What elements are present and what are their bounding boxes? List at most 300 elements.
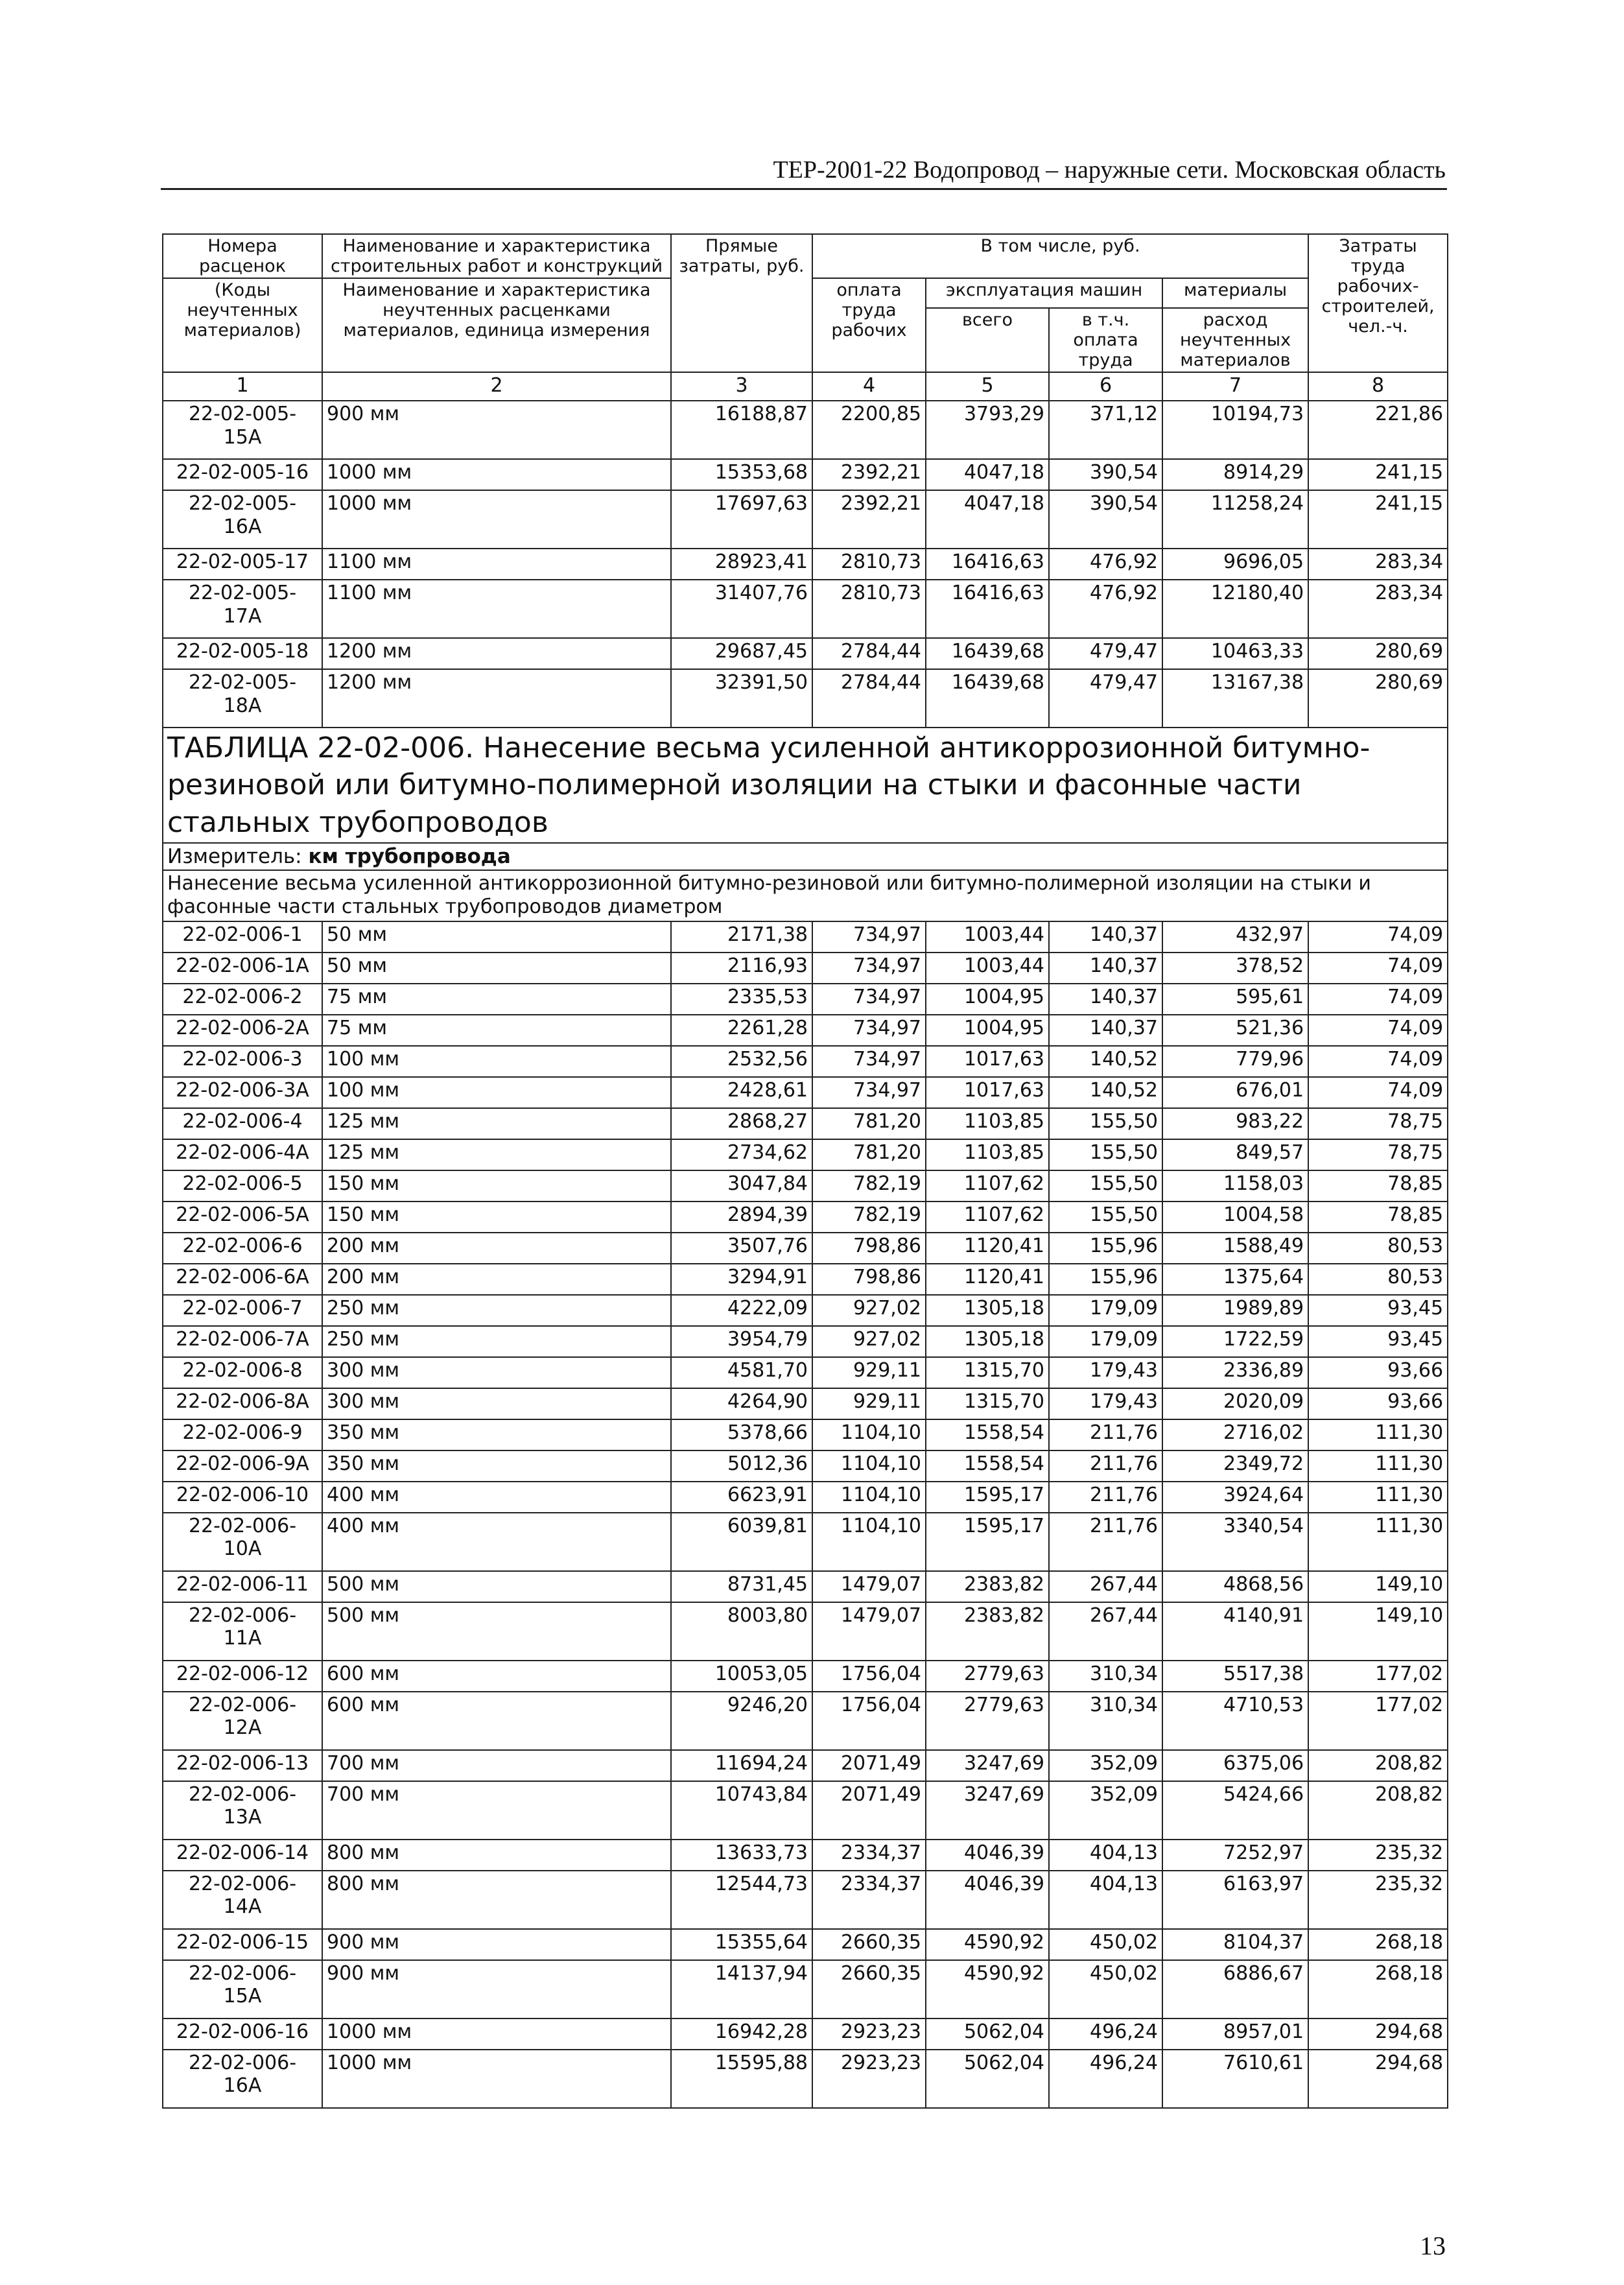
cell-mat: 432,97 bbox=[1162, 921, 1308, 953]
cell-direct: 3294,91 bbox=[671, 1264, 812, 1295]
table-row bbox=[163, 1357, 1448, 1388]
cell-hours: 74,09 bbox=[1308, 953, 1448, 984]
cell-name: 700 мм bbox=[322, 1781, 671, 1840]
cell-name: 125 мм bbox=[322, 1108, 671, 1139]
cell-mat: 4868,56 bbox=[1162, 1571, 1308, 1602]
cell-name: 150 мм bbox=[322, 1202, 671, 1233]
column-number: 6 bbox=[1049, 372, 1162, 401]
cell-direct: 3507,76 bbox=[671, 1233, 812, 1264]
cell-hours: 111,30 bbox=[1308, 1419, 1448, 1450]
cell-direct: 12544,73 bbox=[671, 1871, 812, 1929]
table-row bbox=[163, 2050, 1448, 2108]
cell-name: 100 мм bbox=[322, 1077, 671, 1108]
cell-code: 22-02-005-18 bbox=[163, 638, 322, 669]
cell-name: 1000 мм bbox=[322, 459, 671, 490]
cell-labor: 927,02 bbox=[812, 1326, 926, 1357]
col-labor: оплата труда рабочих bbox=[812, 278, 926, 372]
cell-mat: 6375,06 bbox=[1162, 1750, 1308, 1781]
cell-mat: 10463,33 bbox=[1162, 638, 1308, 669]
cell-code: 22-02-006-9А bbox=[163, 1450, 322, 1482]
cell-labor: 929,11 bbox=[812, 1388, 926, 1419]
cell-direct: 4222,09 bbox=[671, 1295, 812, 1326]
cell-hours: 241,15 bbox=[1308, 490, 1448, 549]
cell-mach: 2383,82 bbox=[926, 1571, 1049, 1602]
col-materials: материалы bbox=[1162, 278, 1308, 308]
cell-direct: 16188,87 bbox=[671, 401, 812, 459]
column-number: 5 bbox=[926, 372, 1049, 401]
cell-mach: 4047,18 bbox=[926, 490, 1049, 549]
cell-hours: 177,02 bbox=[1308, 1692, 1448, 1750]
cell-name: 350 мм bbox=[322, 1450, 671, 1482]
cell-hours: 294,68 bbox=[1308, 2050, 1448, 2108]
cell-labor: 2334,37 bbox=[812, 1840, 926, 1871]
cell-hours: 80,53 bbox=[1308, 1264, 1448, 1295]
col-mach-total: всего bbox=[926, 308, 1049, 372]
table-row bbox=[163, 1482, 1448, 1513]
cell-mach: 1103,85 bbox=[926, 1139, 1049, 1170]
column-number: 7 bbox=[1162, 372, 1308, 401]
header-rule bbox=[161, 188, 1447, 190]
cell-mach-labor: 450,02 bbox=[1049, 1960, 1162, 2019]
cell-mach-labor: 140,37 bbox=[1049, 953, 1162, 984]
cell-mach: 2779,63 bbox=[926, 1692, 1049, 1750]
table-row bbox=[163, 1295, 1448, 1326]
cell-hours: 208,82 bbox=[1308, 1781, 1448, 1840]
column-number: 1 bbox=[163, 372, 322, 401]
table-row bbox=[163, 549, 1448, 580]
cell-name: 1200 мм bbox=[322, 638, 671, 669]
cell-mach-labor: 155,96 bbox=[1049, 1264, 1162, 1295]
table-title-row bbox=[163, 728, 1448, 843]
cell-hours: 74,09 bbox=[1308, 984, 1448, 1015]
cell-labor: 2923,23 bbox=[812, 2050, 926, 2108]
column-number: 4 bbox=[812, 372, 926, 401]
cell-hours: 149,10 bbox=[1308, 1571, 1448, 1602]
cell-mach-labor: 179,09 bbox=[1049, 1295, 1162, 1326]
table-row bbox=[163, 2019, 1448, 2050]
cell-mach-labor: 310,34 bbox=[1049, 1661, 1162, 1692]
cell-labor: 781,20 bbox=[812, 1139, 926, 1170]
page-number: 13 bbox=[1420, 2231, 1446, 2260]
table-row bbox=[163, 1077, 1448, 1108]
cell-direct: 2894,39 bbox=[671, 1202, 812, 1233]
cell-name: 200 мм bbox=[322, 1233, 671, 1264]
table-row bbox=[163, 1929, 1448, 1960]
cell-mach-labor: 140,37 bbox=[1049, 1015, 1162, 1046]
cell-direct: 3047,84 bbox=[671, 1170, 812, 1202]
cell-name: 300 мм bbox=[322, 1357, 671, 1388]
cell-mach: 16439,68 bbox=[926, 638, 1049, 669]
cell-direct: 2532,56 bbox=[671, 1046, 812, 1077]
cell-mat: 12180,40 bbox=[1162, 580, 1308, 638]
cell-name: 75 мм bbox=[322, 984, 671, 1015]
cell-mach: 1315,70 bbox=[926, 1388, 1049, 1419]
cell-name: 100 мм bbox=[322, 1046, 671, 1077]
cell-direct: 17697,63 bbox=[671, 490, 812, 549]
cell-hours: 111,30 bbox=[1308, 1513, 1448, 1571]
cell-mach-labor: 479,47 bbox=[1049, 638, 1162, 669]
cell-labor: 2784,44 bbox=[812, 638, 926, 669]
rates-table bbox=[162, 233, 1448, 2109]
cell-code: 22-02-006- 12А bbox=[163, 1692, 322, 1750]
cell-mach-labor: 496,24 bbox=[1049, 2050, 1162, 2108]
cell-mach-labor: 211,76 bbox=[1049, 1450, 1162, 1482]
cell-name: 900 мм bbox=[322, 1960, 671, 2019]
cell-mat: 4140,91 bbox=[1162, 1602, 1308, 1661]
cell-mach: 5062,04 bbox=[926, 2019, 1049, 2050]
cell-mat: 1722,59 bbox=[1162, 1326, 1308, 1357]
cell-mat: 4710,53 bbox=[1162, 1692, 1308, 1750]
cell-hours: 93,66 bbox=[1308, 1388, 1448, 1419]
cell-hours: 294,68 bbox=[1308, 2019, 1448, 2050]
cell-mat: 2336,89 bbox=[1162, 1357, 1308, 1388]
cell-mach-labor: 404,13 bbox=[1049, 1871, 1162, 1929]
cell-direct: 8731,45 bbox=[671, 1571, 812, 1602]
cell-mat: 9696,05 bbox=[1162, 549, 1308, 580]
cell-code: 22-02-006-13 bbox=[163, 1750, 322, 1781]
cell-hours: 149,10 bbox=[1308, 1602, 1448, 1661]
cell-name: 300 мм bbox=[322, 1388, 671, 1419]
cell-mach-labor: 267,44 bbox=[1049, 1571, 1162, 1602]
cell-hours: 78,75 bbox=[1308, 1139, 1448, 1170]
table-row bbox=[163, 1419, 1448, 1450]
cell-code: 22-02-006-4А bbox=[163, 1139, 322, 1170]
cell-mat: 1588,49 bbox=[1162, 1233, 1308, 1264]
cell-code: 22-02-006-2А bbox=[163, 1015, 322, 1046]
table-row bbox=[163, 1046, 1448, 1077]
cell-direct: 2171,38 bbox=[671, 921, 812, 953]
cell-code: 22-02-006-3 bbox=[163, 1046, 322, 1077]
cell-labor: 734,97 bbox=[812, 984, 926, 1015]
cell-name: 150 мм bbox=[322, 1170, 671, 1202]
cell-code: 22-02-006-15 bbox=[163, 1929, 322, 1960]
cell-code: 22-02-006-8А bbox=[163, 1388, 322, 1419]
cell-name: 50 мм bbox=[322, 953, 671, 984]
cell-direct: 6623,91 bbox=[671, 1482, 812, 1513]
cell-mach: 2383,82 bbox=[926, 1602, 1049, 1661]
cell-mach-labor: 476,92 bbox=[1049, 580, 1162, 638]
cell-code: 22-02-006-11 bbox=[163, 1571, 322, 1602]
cell-direct: 10743,84 bbox=[671, 1781, 812, 1840]
cell-hours: 93,66 bbox=[1308, 1357, 1448, 1388]
cell-code: 22-02-006-1А bbox=[163, 953, 322, 984]
cell-mach-labor: 352,09 bbox=[1049, 1750, 1162, 1781]
col-code-top: Номера расценок bbox=[163, 234, 322, 278]
cell-labor: 782,19 bbox=[812, 1170, 926, 1202]
cell-name: 50 мм bbox=[322, 921, 671, 953]
cell-code: 22-02-006-12 bbox=[163, 1661, 322, 1692]
cell-name: 1200 мм bbox=[322, 669, 671, 728]
cell-mach: 4047,18 bbox=[926, 459, 1049, 490]
cell-code: 22-02-006- 11А bbox=[163, 1602, 322, 1661]
cell-name: 1100 мм bbox=[322, 549, 671, 580]
cell-code: 22-02-006-3А bbox=[163, 1077, 322, 1108]
table-row bbox=[163, 401, 1448, 459]
cell-labor: 1756,04 bbox=[812, 1692, 926, 1750]
cell-labor: 734,97 bbox=[812, 921, 926, 953]
cell-hours: 280,69 bbox=[1308, 638, 1448, 669]
table-row bbox=[163, 1326, 1448, 1357]
unit-row bbox=[163, 843, 1448, 870]
cell-hours: 74,09 bbox=[1308, 921, 1448, 953]
cell-direct: 15595,88 bbox=[671, 2050, 812, 2108]
cell-name: 125 мм bbox=[322, 1139, 671, 1170]
cell-mach: 1017,63 bbox=[926, 1077, 1049, 1108]
cell-mat: 676,01 bbox=[1162, 1077, 1308, 1108]
cell-mat: 7610,61 bbox=[1162, 2050, 1308, 2108]
cell-mat: 8104,37 bbox=[1162, 1929, 1308, 1960]
cell-labor: 782,19 bbox=[812, 1202, 926, 1233]
cell-labor: 2923,23 bbox=[812, 2019, 926, 2050]
cell-labor: 927,02 bbox=[812, 1295, 926, 1326]
cell-direct: 6039,81 bbox=[671, 1513, 812, 1571]
table-row bbox=[163, 953, 1448, 984]
cell-code: 22-02-006-6 bbox=[163, 1233, 322, 1264]
cell-mach-labor: 267,44 bbox=[1049, 1602, 1162, 1661]
cell-name: 800 мм bbox=[322, 1871, 671, 1929]
cell-mach: 4046,39 bbox=[926, 1840, 1049, 1871]
cell-labor: 2071,49 bbox=[812, 1781, 926, 1840]
cell-mach-labor: 476,92 bbox=[1049, 549, 1162, 580]
cell-code: 22-02-006-8 bbox=[163, 1357, 322, 1388]
table-row bbox=[163, 1139, 1448, 1170]
col-code-bottom: (Коды неучтенных материалов) bbox=[163, 278, 322, 372]
cell-direct: 4581,70 bbox=[671, 1357, 812, 1388]
cell-direct: 29687,45 bbox=[671, 638, 812, 669]
cell-mach: 1305,18 bbox=[926, 1326, 1049, 1357]
cell-mach-labor: 390,54 bbox=[1049, 490, 1162, 549]
table-row bbox=[163, 1450, 1448, 1482]
running-header: ТЕР-2001-22 Водопровод – наружные сети. Московская область bbox=[773, 156, 1446, 184]
column-number: 3 bbox=[671, 372, 812, 401]
cell-labor: 2392,21 bbox=[812, 490, 926, 549]
cell-name: 1000 мм bbox=[322, 2050, 671, 2108]
cell-mat: 1989,89 bbox=[1162, 1295, 1308, 1326]
cell-direct: 16942,28 bbox=[671, 2019, 812, 2050]
cell-direct: 3954,79 bbox=[671, 1326, 812, 1357]
cell-direct: 9246,20 bbox=[671, 1692, 812, 1750]
cell-name: 250 мм bbox=[322, 1326, 671, 1357]
table-row bbox=[163, 1233, 1448, 1264]
cell-mach: 16439,68 bbox=[926, 669, 1049, 728]
cell-mat: 10194,73 bbox=[1162, 401, 1308, 459]
table-row bbox=[163, 1015, 1448, 1046]
column-number: 8 bbox=[1308, 372, 1448, 401]
cell-mach: 4590,92 bbox=[926, 1960, 1049, 2019]
cell-mach-labor: 140,37 bbox=[1049, 921, 1162, 953]
cell-direct: 11694,24 bbox=[671, 1750, 812, 1781]
table-row bbox=[163, 580, 1448, 638]
cell-hours: 177,02 bbox=[1308, 1661, 1448, 1692]
cell-mach: 1004,95 bbox=[926, 1015, 1049, 1046]
cell-mat: 983,22 bbox=[1162, 1108, 1308, 1139]
cell-mat: 1158,03 bbox=[1162, 1170, 1308, 1202]
cell-labor: 781,20 bbox=[812, 1108, 926, 1139]
cell-hours: 78,75 bbox=[1308, 1108, 1448, 1139]
cell-hours: 78,85 bbox=[1308, 1170, 1448, 1202]
table-row bbox=[163, 669, 1448, 728]
cell-labor: 2334,37 bbox=[812, 1871, 926, 1929]
cell-direct: 31407,76 bbox=[671, 580, 812, 638]
cell-mat: 5517,38 bbox=[1162, 1661, 1308, 1692]
cell-mach: 1103,85 bbox=[926, 1108, 1049, 1139]
section-row bbox=[163, 870, 1448, 921]
cell-mach-labor: 140,52 bbox=[1049, 1077, 1162, 1108]
cell-mach: 1120,41 bbox=[926, 1233, 1049, 1264]
cell-direct: 2335,53 bbox=[671, 984, 812, 1015]
cell-mach: 1120,41 bbox=[926, 1264, 1049, 1295]
cell-mach-labor: 450,02 bbox=[1049, 1929, 1162, 1960]
col-mach-labor: в т.ч. оплата труда bbox=[1049, 308, 1162, 372]
cell-mach: 1558,54 bbox=[926, 1450, 1049, 1482]
cell-name: 400 мм bbox=[322, 1482, 671, 1513]
cell-mach-labor: 155,50 bbox=[1049, 1170, 1162, 1202]
cell-labor: 1104,10 bbox=[812, 1450, 926, 1482]
cell-mach-labor: 479,47 bbox=[1049, 669, 1162, 728]
table-row bbox=[163, 490, 1448, 549]
cell-mach-labor: 140,37 bbox=[1049, 984, 1162, 1015]
cell-direct: 14137,94 bbox=[671, 1960, 812, 2019]
cell-mach-labor: 496,24 bbox=[1049, 2019, 1162, 2050]
table-row bbox=[163, 1571, 1448, 1602]
cell-direct: 2261,28 bbox=[671, 1015, 812, 1046]
cell-mach-labor: 155,96 bbox=[1049, 1233, 1162, 1264]
col-group-label: В том числе, руб. bbox=[812, 234, 1308, 278]
table-row bbox=[163, 1871, 1448, 1929]
cell-mat: 6886,67 bbox=[1162, 1960, 1308, 2019]
cell-code: 22-02-006- 14А bbox=[163, 1871, 322, 1929]
cell-mach-labor: 140,52 bbox=[1049, 1046, 1162, 1077]
cell-labor: 734,97 bbox=[812, 1046, 926, 1077]
cell-mat: 5424,66 bbox=[1162, 1781, 1308, 1840]
column-number-row bbox=[163, 372, 1448, 401]
cell-name: 500 мм bbox=[322, 1571, 671, 1602]
cell-mach: 1595,17 bbox=[926, 1482, 1049, 1513]
cell-mat: 3340,54 bbox=[1162, 1513, 1308, 1571]
cell-code: 22-02-006-7 bbox=[163, 1295, 322, 1326]
cell-mat: 3924,64 bbox=[1162, 1482, 1308, 1513]
cell-mach: 4046,39 bbox=[926, 1871, 1049, 1929]
cell-name: 400 мм bbox=[322, 1513, 671, 1571]
cell-hours: 78,85 bbox=[1308, 1202, 1448, 1233]
table-title: ТАБЛИЦА 22-02-006. Нанесение весьма усиленной антикоррозионной битумно-резиновой или битумно-полимерной изоляции на стыки и фасонные части стальных трубопроводов bbox=[163, 728, 1448, 843]
col-direct: Прямые затраты, руб. bbox=[671, 234, 812, 372]
cell-name: 200 мм bbox=[322, 1264, 671, 1295]
cell-code: 22-02-006-2 bbox=[163, 984, 322, 1015]
cell-name: 600 мм bbox=[322, 1661, 671, 1692]
table-row bbox=[163, 1264, 1448, 1295]
cell-hours: 80,53 bbox=[1308, 1233, 1448, 1264]
cell-mach: 1003,44 bbox=[926, 921, 1049, 953]
cell-labor: 2392,21 bbox=[812, 459, 926, 490]
cell-mach: 3793,29 bbox=[926, 401, 1049, 459]
cell-code: 22-02-006-16 bbox=[163, 2019, 322, 2050]
table-row bbox=[163, 1750, 1448, 1781]
cell-direct: 28923,41 bbox=[671, 549, 812, 580]
cell-labor: 929,11 bbox=[812, 1357, 926, 1388]
rows-main bbox=[163, 921, 1448, 2108]
cell-mach: 3247,69 bbox=[926, 1750, 1049, 1781]
cell-code: 22-02-006-4 bbox=[163, 1108, 322, 1139]
cell-name: 1000 мм bbox=[322, 490, 671, 549]
cell-code: 22-02-006-5 bbox=[163, 1170, 322, 1202]
table-row bbox=[163, 921, 1448, 953]
cell-direct: 10053,05 bbox=[671, 1661, 812, 1692]
table-row bbox=[163, 1661, 1448, 1692]
cell-code: 22-02-006-6А bbox=[163, 1264, 322, 1295]
cell-mach-labor: 155,50 bbox=[1049, 1108, 1162, 1139]
cell-labor: 2810,73 bbox=[812, 549, 926, 580]
unit-line bbox=[163, 843, 1448, 870]
cell-mat: 7252,97 bbox=[1162, 1840, 1308, 1871]
cell-mach: 1558,54 bbox=[926, 1419, 1049, 1450]
cell-direct: 2868,27 bbox=[671, 1108, 812, 1139]
cell-mach: 1107,62 bbox=[926, 1202, 1049, 1233]
cell-hours: 208,82 bbox=[1308, 1750, 1448, 1781]
cell-labor: 734,97 bbox=[812, 953, 926, 984]
cell-mach: 1017,63 bbox=[926, 1046, 1049, 1077]
table-row bbox=[163, 1202, 1448, 1233]
cell-mach-labor: 211,76 bbox=[1049, 1482, 1162, 1513]
cell-mach: 1003,44 bbox=[926, 953, 1049, 984]
cell-hours: 268,18 bbox=[1308, 1929, 1448, 1960]
cell-name: 250 мм bbox=[322, 1295, 671, 1326]
cell-mat: 1375,64 bbox=[1162, 1264, 1308, 1295]
cell-hours: 74,09 bbox=[1308, 1077, 1448, 1108]
cell-labor: 2784,44 bbox=[812, 669, 926, 728]
cell-mat: 8914,29 bbox=[1162, 459, 1308, 490]
header-row-1 bbox=[163, 234, 1448, 278]
col-machines: эксплуатация машин bbox=[926, 278, 1162, 308]
cell-mat: 1004,58 bbox=[1162, 1202, 1308, 1233]
cell-mach-labor: 155,50 bbox=[1049, 1202, 1162, 1233]
cell-name: 350 мм bbox=[322, 1419, 671, 1450]
cell-labor: 2200,85 bbox=[812, 401, 926, 459]
table-heading-block bbox=[163, 728, 1448, 921]
table-row bbox=[163, 1960, 1448, 2019]
cell-mach: 3247,69 bbox=[926, 1781, 1049, 1840]
cell-direct: 32391,50 bbox=[671, 669, 812, 728]
table-row bbox=[163, 1170, 1448, 1202]
cell-code: 22-02-006- 10А bbox=[163, 1513, 322, 1571]
cell-labor: 798,86 bbox=[812, 1233, 926, 1264]
cell-mat: 11258,24 bbox=[1162, 490, 1308, 549]
table-row bbox=[163, 1692, 1448, 1750]
cell-code: 22-02-006-9 bbox=[163, 1419, 322, 1450]
cell-labor: 1104,10 bbox=[812, 1482, 926, 1513]
cell-labor: 1104,10 bbox=[812, 1513, 926, 1571]
cell-name: 700 мм bbox=[322, 1750, 671, 1781]
cell-name: 1000 мм bbox=[322, 2019, 671, 2050]
table-row bbox=[163, 1513, 1448, 1571]
table-row bbox=[163, 1840, 1448, 1871]
unit-label: Измеритель: bbox=[167, 844, 309, 868]
section-heading: Нанесение весьма усиленной антикоррозионной битумно-резиновой или битумно-полимерной изоляции на стыки и фасонные части стальных трубопроводов диаметром bbox=[163, 870, 1448, 921]
cell-hours: 111,30 bbox=[1308, 1450, 1448, 1482]
cell-name: 900 мм bbox=[322, 1929, 671, 1960]
cell-hours: 221,86 bbox=[1308, 401, 1448, 459]
cell-code: 22-02-005- 18А bbox=[163, 669, 322, 728]
cell-mat: 13167,38 bbox=[1162, 669, 1308, 728]
cell-code: 22-02-006- 13А bbox=[163, 1781, 322, 1840]
cell-mat: 2020,09 bbox=[1162, 1388, 1308, 1419]
cell-mach: 1107,62 bbox=[926, 1170, 1049, 1202]
cell-direct: 2734,62 bbox=[671, 1139, 812, 1170]
cell-code: 22-02-005-17 bbox=[163, 549, 322, 580]
cell-mach: 16416,63 bbox=[926, 549, 1049, 580]
cell-hours: 111,30 bbox=[1308, 1482, 1448, 1513]
cell-code: 22-02-006-7А bbox=[163, 1326, 322, 1357]
